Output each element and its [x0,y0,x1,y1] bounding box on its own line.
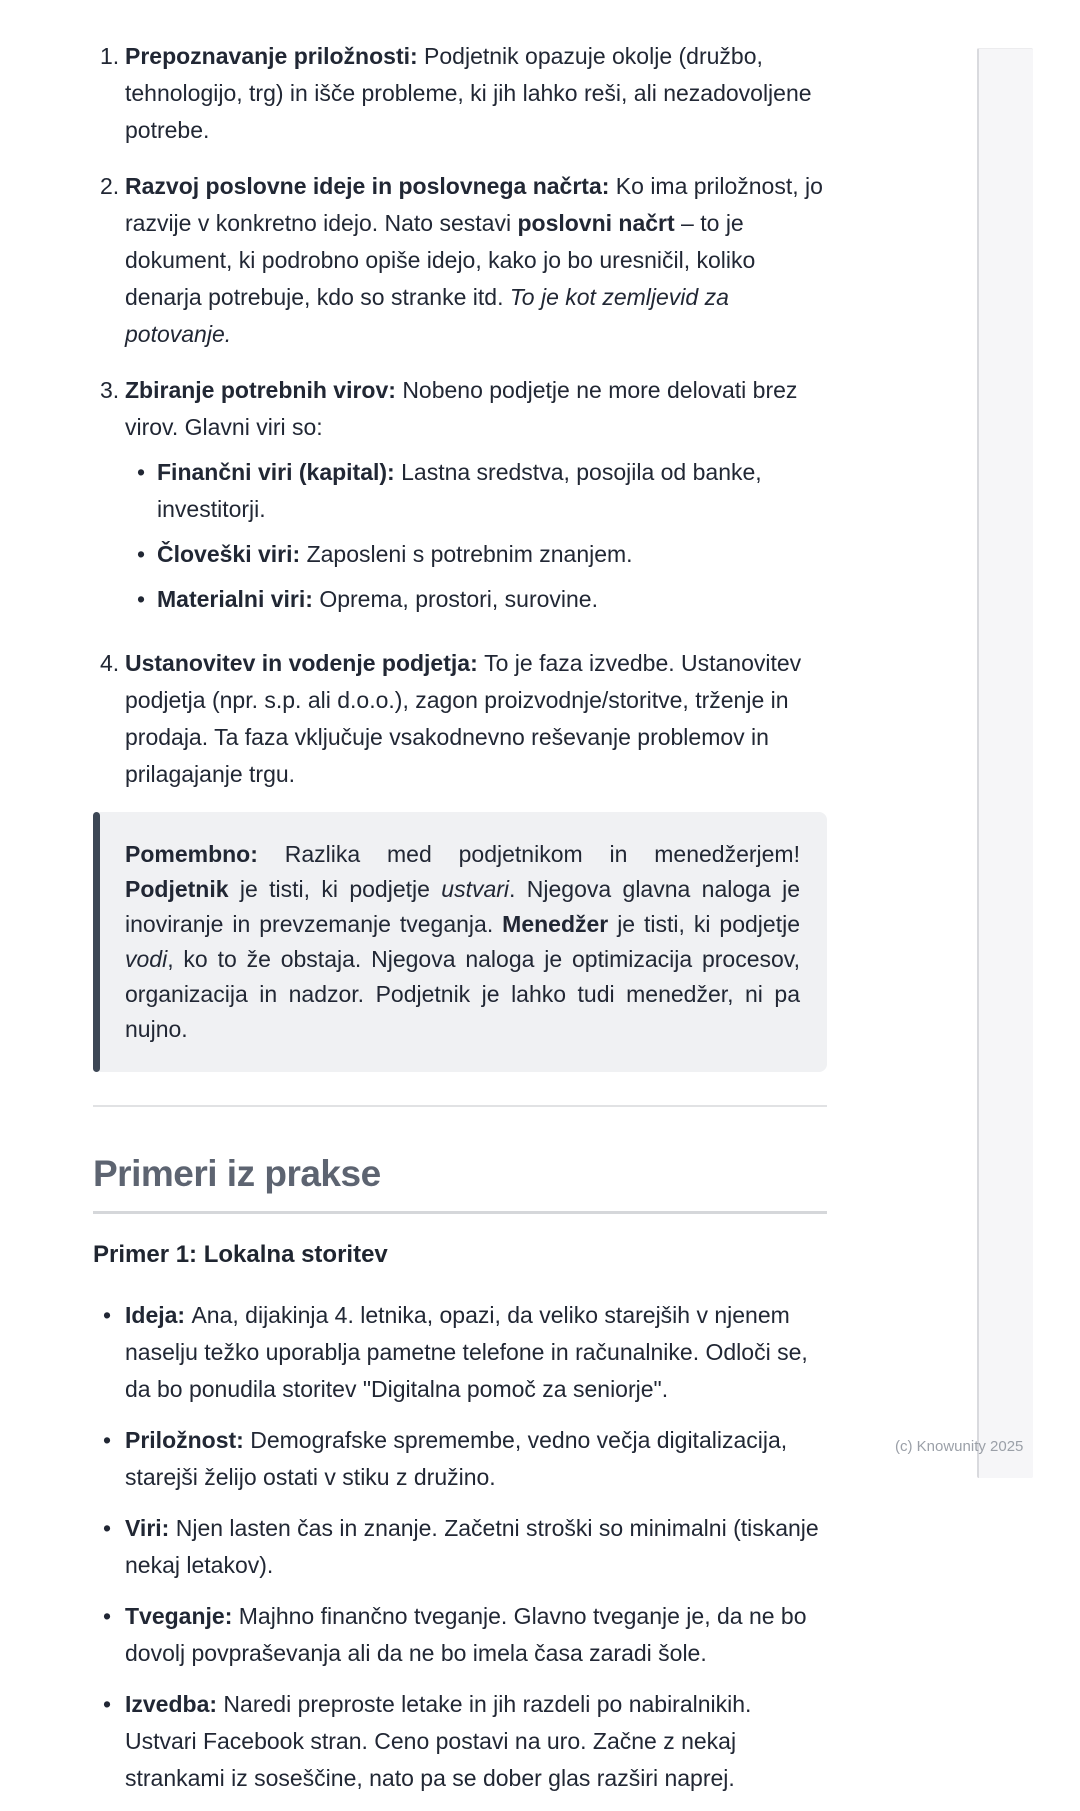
text-segment: Lastna sredstva, posojila od banke, investitorji. [157,459,762,522]
numbered-list-item [93,38,827,149]
text-segment: Ana, dijakinja 4. letnika, opazi, da veliko starejših v njenem naselju težko uporablja pametne telefone in računalnike. Odloči se, da bo ponudila storitev "Digitalna pomoč za seniorje". [125,1302,808,1402]
scrollbar-track[interactable] [977,48,1033,1478]
text-segment: Viri: [125,1515,176,1541]
bullet-icon: • [103,1302,112,1328]
numbered-list-item [93,168,827,353]
text-segment: Ustanovitev in vodenje podjetja: [125,650,485,676]
watermark: (c) Knowunity 2025 [895,1438,1024,1455]
sub-list-item [137,581,827,618]
example-subtitle: Primer 1: Lokalna storitev [93,1241,388,1268]
text-segment: . Njegova glavna naloga je inoviranje in prevzemanje tveganja. [125,876,800,937]
text-segment: Zaposleni s potrebnim znanjem. [306,541,633,567]
list-number: 1. [100,43,120,69]
text-segment: Materialni viri: [157,586,320,612]
sub-list-item [137,454,827,528]
bullet-icon: • [103,1427,112,1453]
list-item-text [125,168,827,353]
numbered-list-item [93,645,827,793]
bullet-list-item [103,1297,827,1408]
text-segment: To je kot zemljevid za potovanje. [125,284,729,347]
bullet-item-text [125,1422,827,1496]
text-segment: Nobeno podjetje ne more delovati brez virov. Glavni viri so: [125,377,798,440]
sub-item-text [157,536,633,573]
numbered-list-item [93,372,827,626]
bullet-list-item [103,1686,827,1797]
sub-item-text [157,454,827,528]
bullet-item-text [125,1598,827,1672]
list-number: 4. [100,650,120,676]
text-segment: vodi [125,946,168,972]
important-callout [93,812,827,1072]
section-divider [93,1105,827,1107]
section-title: Primeri iz prakse [93,1153,827,1214]
text-segment: Naredi preproste letake in jih razdeli po nabiralnikih. Ustvari Facebook stran. Ceno postavi na uro. Začne z nekaj strankami iz soseščine, nato pa se dober glas razširi naprej. [125,1691,752,1791]
list-item-text [125,645,827,793]
text-segment: Demografske spremembe, vedno večja digitalizacija, starejši želijo ostati v stiku z družino. [125,1427,788,1490]
text-segment: Njen lasten čas in znanje. Začetni stroški so minimalni (tiskanje nekaj letakov). [125,1515,819,1578]
list-number: 2. [100,173,120,199]
bullet-icon: • [137,586,146,612]
bullet-item-text [125,1686,827,1797]
text-segment: Tveganje: [125,1603,239,1629]
text-segment: Menedžer [502,911,609,937]
bullet-list-item [103,1422,827,1496]
text-segment: Podjetnik [125,876,229,902]
list-item-text [125,372,827,626]
text-segment: Zbiranje potrebnih virov: [125,377,403,403]
bullet-list-item [103,1510,827,1584]
sub-list-item [137,536,827,573]
bullet-icon: • [103,1515,112,1541]
callout-text [125,837,800,1047]
bullet-icon: • [137,459,146,485]
text-segment: Priložnost: [125,1427,251,1453]
text-segment: je tisti, ki podjetje [608,911,800,937]
bullet-icon: • [103,1603,112,1629]
text-segment: Prepoznavanje priložnosti: [125,43,425,69]
text-segment: Izvedba: [125,1691,224,1717]
process-steps-list [93,38,827,793]
text-segment: Ideja: [125,1302,192,1328]
text-segment: Majhno finančno tveganje. Glavno tveganje je, da ne bo dovolj povpraševanja ali da ne bo imela časa zaradi šole. [125,1603,807,1666]
list-item-text [125,38,827,149]
bullet-item-text [125,1510,827,1584]
document-content [93,38,827,1811]
example-bullet-list [93,1297,827,1797]
text-segment: Podjetnik opazuje okolje (družbo, tehnologijo, trg) in išče probleme, ki jih lahko reši, ali nezadovoljene potrebe. [125,43,812,143]
bullet-icon: • [137,541,146,567]
text-segment: Človeški viri: [157,541,307,567]
text-segment: Razvoj poslovne ideje in poslovnega načrta: [125,173,616,199]
list-number: 3. [100,377,120,403]
sub-item-text [157,581,598,618]
text-segment: ustvari [441,876,510,902]
text-segment: Oprema, prostori, surovine. [319,586,598,612]
text-segment: je tisti, ki podjetje [228,876,442,902]
text-segment: , ko to že obstaja. Njegova naloga je optimizacija procesov, organizacija in nadzor. Podjetnik je lahko tudi menedžer, ni pa nujno. [125,946,800,1042]
text-segment: Ko ima priložnost, jo razvije v konkretno idejo. Nato sestavi [125,173,823,236]
bullet-item-text [125,1297,827,1408]
resources-sub-list [125,454,827,618]
bullet-list-item [103,1598,827,1672]
text-segment: poslovni načrt [517,210,675,236]
text-segment: To je faza izvedbe. Ustanovitev podjetja (npr. s.p. ali d.o.o.), zagon proizvodnje/storitve, trženje in prodaja. Ta faza vključuje vsakodnevno reševanje problemov in prilagajanje trgu. [125,650,802,787]
bullet-icon: • [103,1691,112,1717]
text-segment: Finančni viri (kapital): [157,459,402,485]
text-segment: Pomembno: [125,841,285,867]
text-segment: – to je dokument, ki podrobno opiše idejo, kako jo bo uresničil, koliko denarja potrebuje, kdo so stranke itd. [125,210,756,310]
text-segment: Razlika med podjetnikom in menedžerjem! [284,841,800,867]
